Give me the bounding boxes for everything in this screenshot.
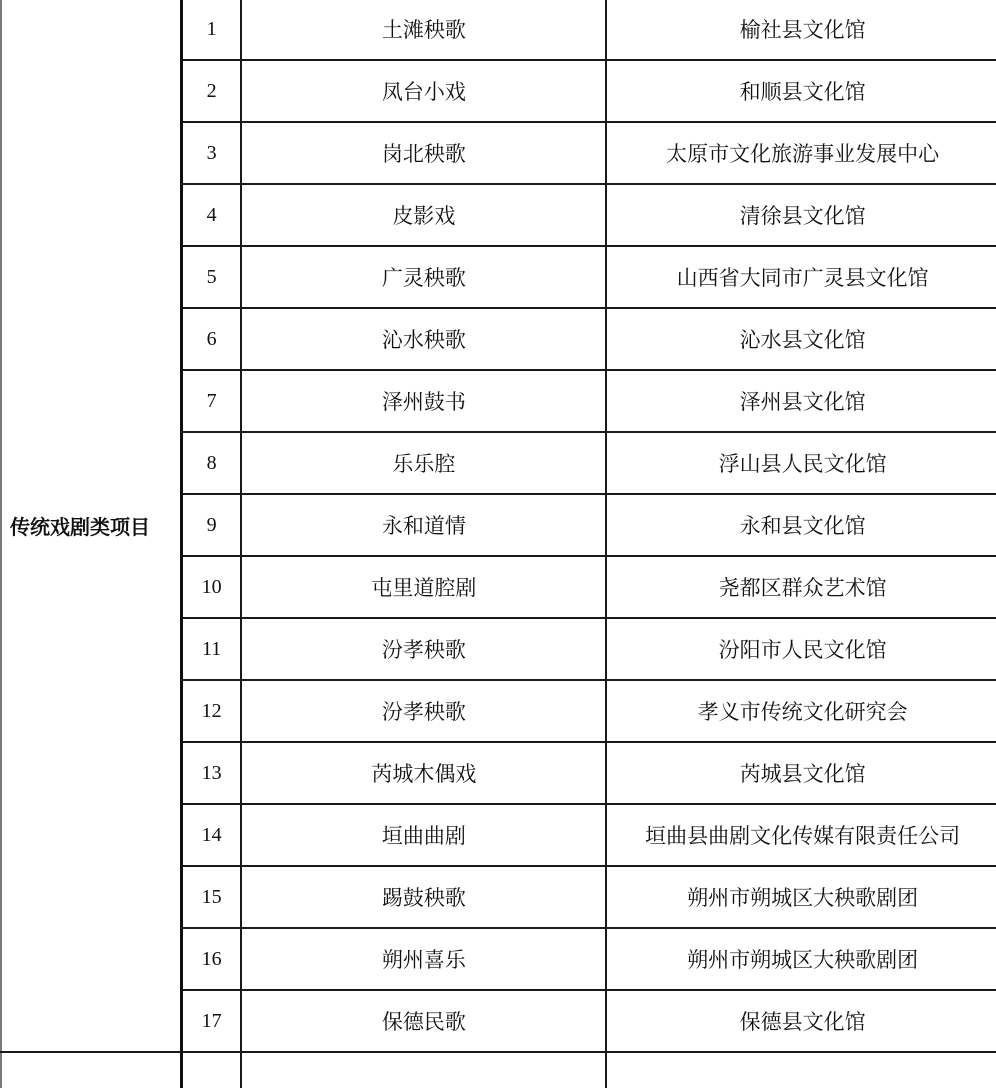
row-number: 3 bbox=[181, 122, 241, 184]
project-name: 保德民歌 bbox=[241, 990, 606, 1052]
protection-unit bbox=[606, 1052, 996, 1088]
project-table-body bbox=[1, 0, 996, 1088]
protection-unit: 朔州市朔城区大秧歌剧团 bbox=[606, 866, 996, 928]
project-name: 朔州喜乐 bbox=[241, 928, 606, 990]
project-name: 沁水秧歌 bbox=[241, 308, 606, 370]
project-name: 土滩秧歌 bbox=[241, 0, 606, 60]
project-name: 泽州鼓书 bbox=[241, 370, 606, 432]
project-name: 垣曲曲剧 bbox=[241, 804, 606, 866]
row-number: 11 bbox=[181, 618, 241, 680]
protection-unit: 浮山县人民文化馆 bbox=[606, 432, 996, 494]
protection-unit: 清徐县文化馆 bbox=[606, 184, 996, 246]
project-name: 永和道情 bbox=[241, 494, 606, 556]
row-number: 12 bbox=[181, 680, 241, 742]
project-name: 汾孝秧歌 bbox=[241, 680, 606, 742]
project-name: 广灵秧歌 bbox=[241, 246, 606, 308]
protection-unit: 朔州市朔城区大秧歌剧团 bbox=[606, 928, 996, 990]
row-number: 13 bbox=[181, 742, 241, 804]
row-number: 6 bbox=[181, 308, 241, 370]
category-cell: 传统戏剧类项目 bbox=[1, 0, 181, 1052]
row-number: 14 bbox=[181, 804, 241, 866]
protection-unit: 保德县文化馆 bbox=[606, 990, 996, 1052]
row-number: 1 bbox=[181, 0, 241, 60]
row-number: 2 bbox=[181, 60, 241, 122]
table-row-cut-off bbox=[1, 1052, 996, 1088]
row-number: 8 bbox=[181, 432, 241, 494]
protection-unit: 沁水县文化馆 bbox=[606, 308, 996, 370]
next-category-cell bbox=[1, 1052, 181, 1088]
project-name: 岗北秧歌 bbox=[241, 122, 606, 184]
protection-unit: 汾阳市人民文化馆 bbox=[606, 618, 996, 680]
project-name: 芮城木偶戏 bbox=[241, 742, 606, 804]
row-number: 17 bbox=[181, 990, 241, 1052]
project-name: 乐乐腔 bbox=[241, 432, 606, 494]
project-name bbox=[241, 1052, 606, 1088]
project-name: 屯里道腔剧 bbox=[241, 556, 606, 618]
project-name: 汾孝秧歌 bbox=[241, 618, 606, 680]
project-name: 皮影戏 bbox=[241, 184, 606, 246]
row-number: 9 bbox=[181, 494, 241, 556]
protection-unit: 泽州县文化馆 bbox=[606, 370, 996, 432]
protection-unit: 榆社县文化馆 bbox=[606, 0, 996, 60]
protection-unit: 永和县文化馆 bbox=[606, 494, 996, 556]
protection-unit: 芮城县文化馆 bbox=[606, 742, 996, 804]
protection-unit: 和顺县文化馆 bbox=[606, 60, 996, 122]
row-number: 15 bbox=[181, 866, 241, 928]
protection-unit: 山西省大同市广灵县文化馆 bbox=[606, 246, 996, 308]
project-name: 凤台小戏 bbox=[241, 60, 606, 122]
row-number: 5 bbox=[181, 246, 241, 308]
row-number: 4 bbox=[181, 184, 241, 246]
protection-unit: 孝义市传统文化研究会 bbox=[606, 680, 996, 742]
row-number: 7 bbox=[181, 370, 241, 432]
protection-unit: 尧都区群众艺术馆 bbox=[606, 556, 996, 618]
table-row bbox=[1, 0, 996, 60]
protection-unit: 垣曲县曲剧文化传媒有限责任公司 bbox=[606, 804, 996, 866]
row-number: 16 bbox=[181, 928, 241, 990]
row-number bbox=[181, 1052, 241, 1088]
row-number: 10 bbox=[181, 556, 241, 618]
protection-unit: 太原市文化旅游事业发展中心 bbox=[606, 122, 996, 184]
project-name: 踢鼓秧歌 bbox=[241, 866, 606, 928]
